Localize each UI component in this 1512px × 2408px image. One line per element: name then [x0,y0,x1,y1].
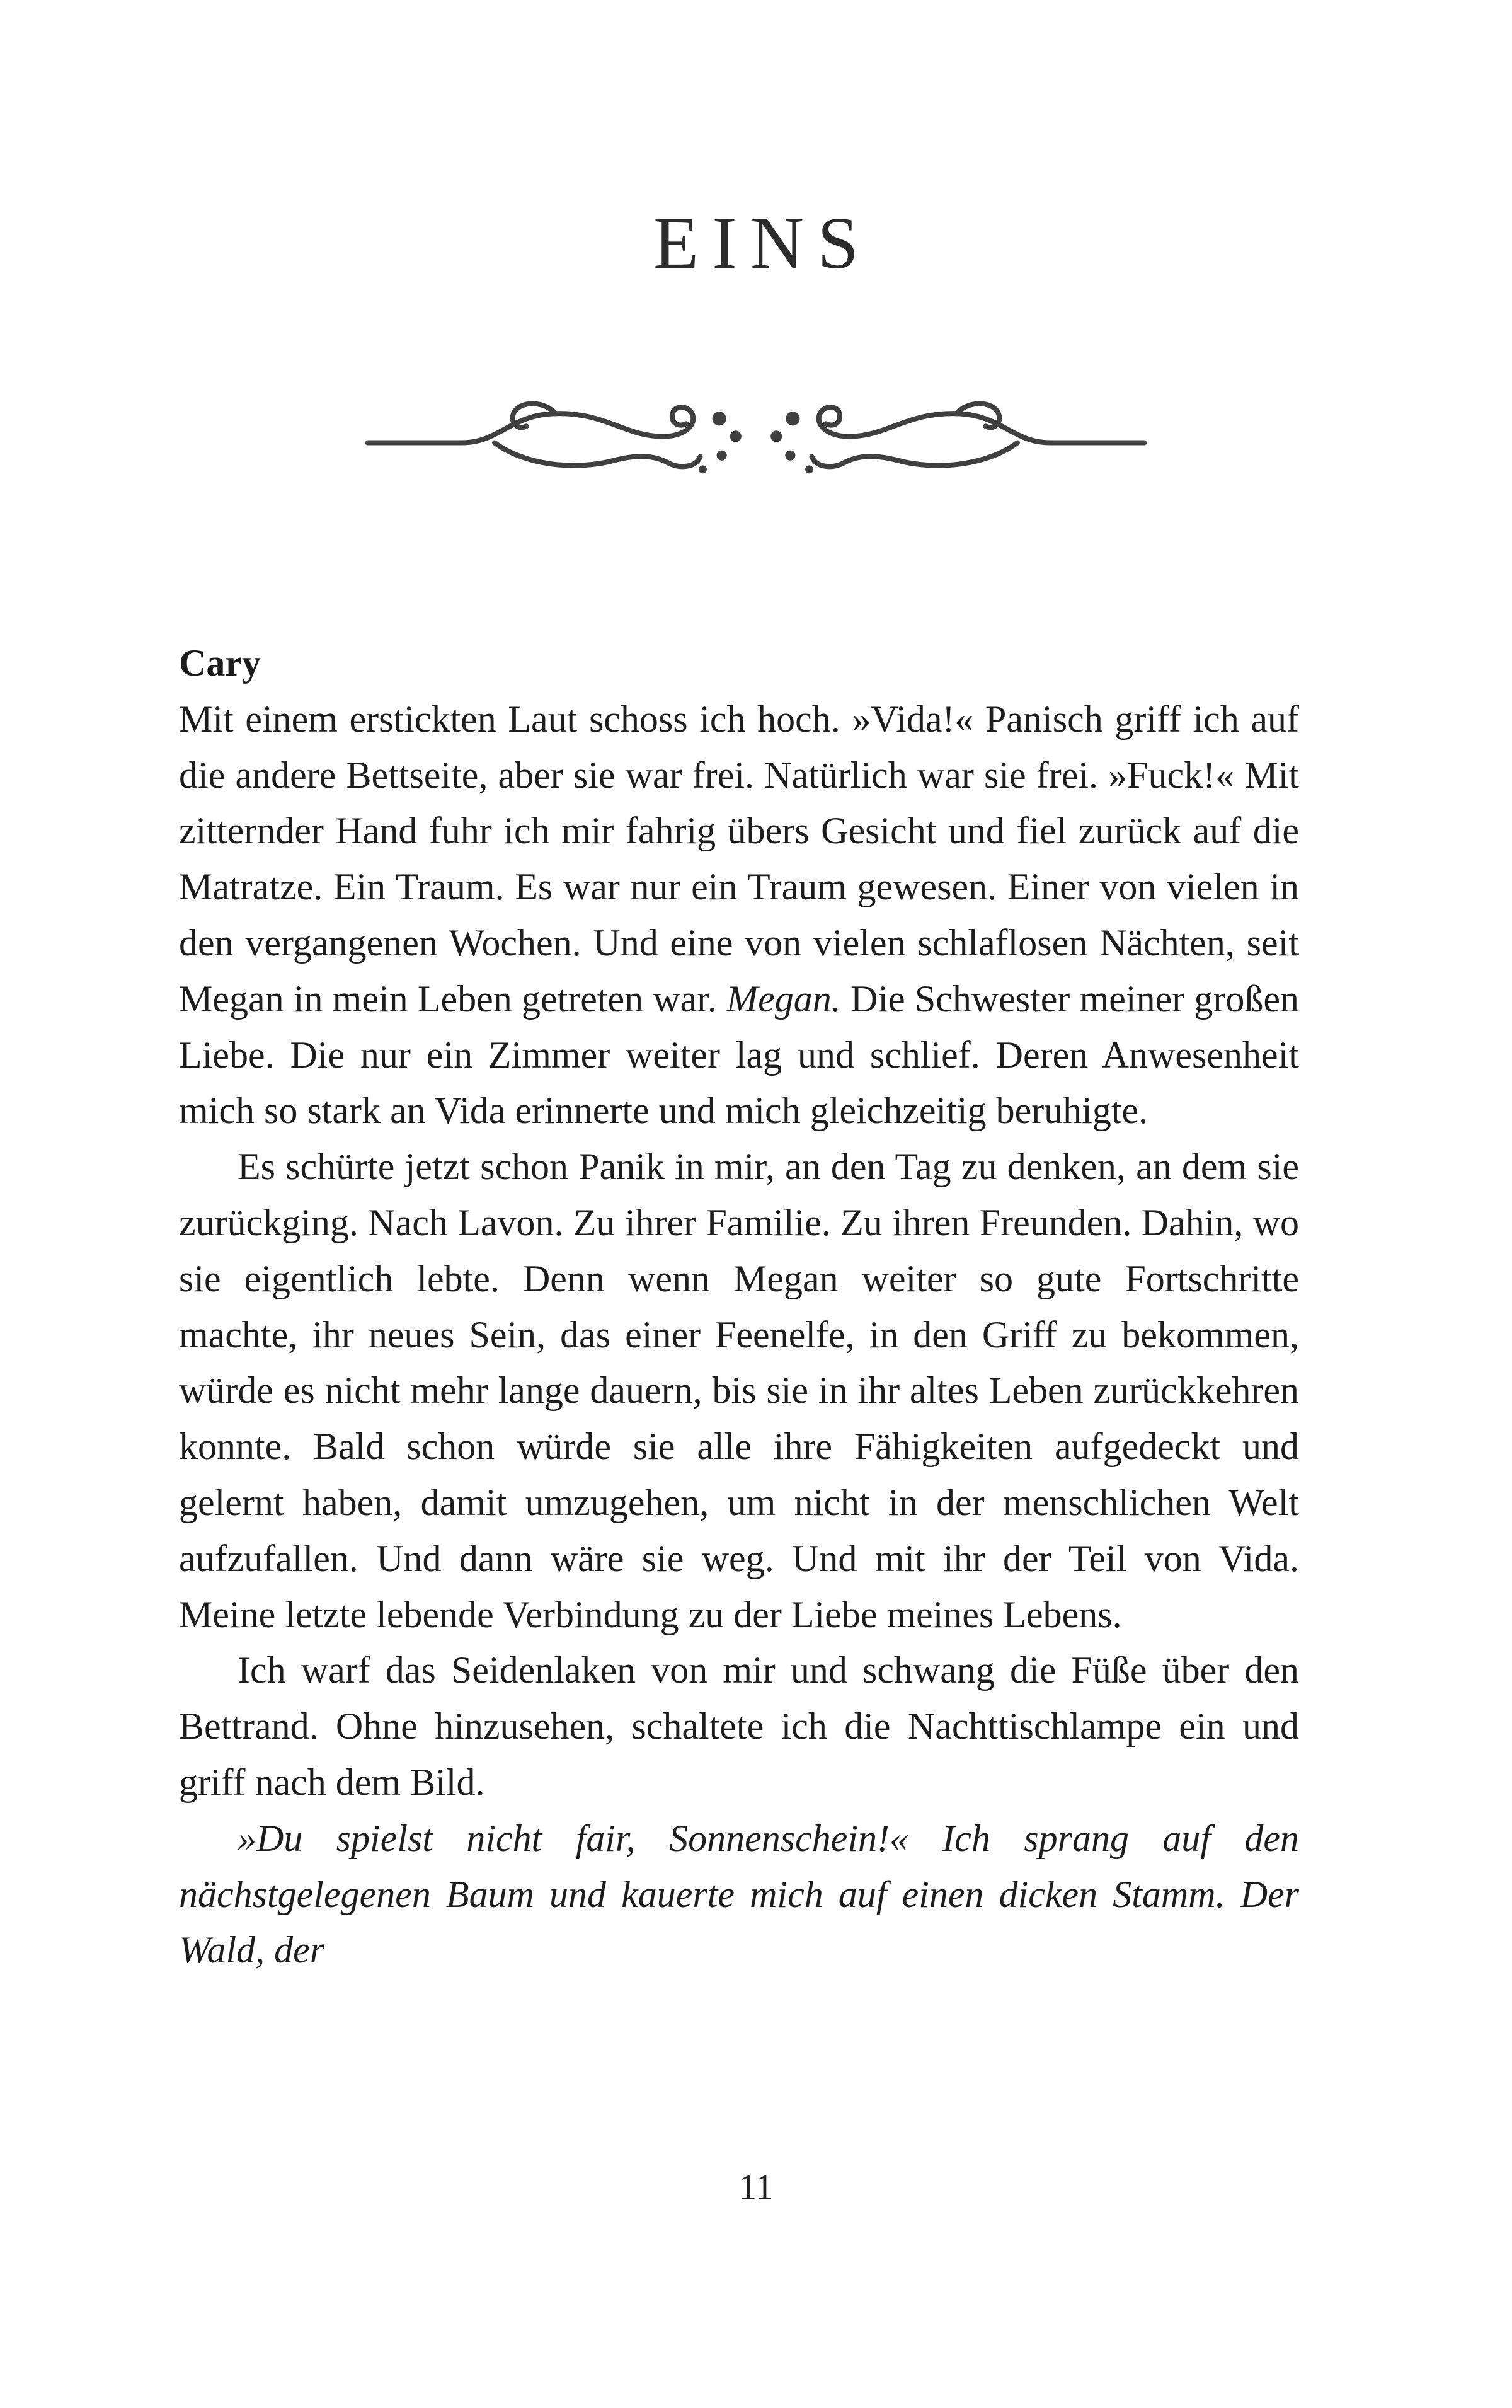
pov-character-name: Cary [179,642,261,684]
floral-flourish-icon [362,397,1150,488]
paragraph [179,1139,1299,1642]
paragraph-text: Es schürte jetzt schon Panik in mir, an den Tag zu denken, an dem sie zurückging. Nach Lavon. Zu ihrer Familie. Zu ihren Freunden. Dahin, wo sie eigentlich lebte. Denn wenn Megan weiter so gute Fortschritte machte, ihr neues Sein, das einer Feenelfe, in den Griff zu bekommen, würde es nicht mehr lange dauern, bis sie in ihr altes Leben zurückkehren konnte. Bald schon würde sie alle ihre Fähigkeiten aufgedeckt und gelernt haben, damit umzugehen, um nicht in der menschlichen Welt aufzufallen. Und dann wäre sie weg. Und mit ihr der Teil von Vida. Meine letzte lebende Verbindung zu der Liebe meines Lebens. [179,1146,1299,1635]
paragraph-text: Ich warf das Seidenlaken von mir und schwang die Füße über den Bettrand. Ohne hinzusehen, schaltete ich die Nachttischlampe ein und griff nach dem Bild. [179,1649,1299,1803]
body-text [179,635,1299,1978]
paragraph-text-italic: Megan. [726,977,841,1020]
paragraph-text: Mit einem erstickten Laut schoss ich hoch. »Vida!« Panisch griff ich auf die andere Bettseite, aber sie war frei. Natürlich war sie frei. »Fuck!« Mit zitternder Hand fuhr ich mir fahrig übers Gesicht und fiel zurück auf die Matratze. Ein Traum. Es war nur ein Traum gewesen. Einer von vielen in den vergangenen Wochen. Und eine von vielen schlaflosen Nächten, seit Megan in mein Leben getreten war. [179,698,1299,1020]
paragraph [179,1642,1299,1810]
ornament-divider [362,397,1150,488]
paragraph-text-italic: »Du spielst nicht fair, Sonnenschein!« Ich sprang auf den nächstgelegenen Baum und kauerte mich auf einen dicken Stamm. Der Wald, der [179,1817,1299,1971]
chapter-title: EINS [653,202,873,284]
paragraph-text: Die Schwester meiner großen Liebe. Die nur ein Zimmer weiter lag und schlief. Deren Anwesenheit mich so stark an Vida erinnerte und mich gleichzeitig beruhigte. [179,977,1299,1132]
paragraph [179,691,1299,1139]
page-number: 11 [738,2167,774,2207]
paragraph [179,1811,1299,1978]
